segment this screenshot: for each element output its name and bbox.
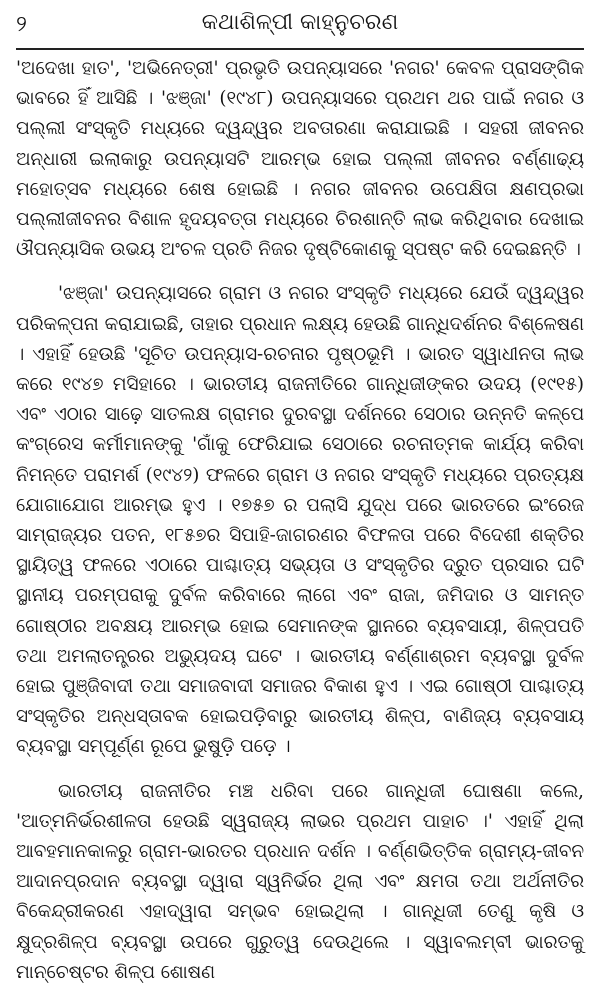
running-title: କଥାଶିଳ୍ପୀ କାହ୍ନୁଚରଣ: [201, 10, 399, 35]
paragraph-2: 'ଝଞ୍ଜା' ଉପନ୍ୟାସରେ ଗ୍ରାମ ଓ ନଗର ସଂସ୍କୃତି ମଧ୍ୟରେ ଯେଉଁ ଦ୍ୱନ୍ଦ୍ୱର ପରିକଳ୍ପନା କରାଯାଇଛି, ତାହାର ପ୍ରଧାନ ଲକ୍ଷ୍ୟ ହେଉଛି ଗାନ୍ଧିଦର୍ଶନର ବିଶ୍ଳେଷଣ । ଏହାହିଁ ହେଉଛି 'ସୂଚିତ ଉପନ୍ୟାସ-ରଚନାର ପୃଷ୍ଠଭୂମି । ଭାରତ ସ୍ୱାଧୀନତା ଲାଭ କରେ ୧୯୪୭ ମସିହାରେ । ଭାରତୀୟ ରାଜନୀତିରେ ଗାନ୍ଧିଜୀଙ୍କର ଉଦୟ (୧୯୧୫) ଏବଂ ଏଠାର ସାଢ଼େ ସାତଲକ୍ଷ ଗ୍ରାମର ଦୁରବସ୍ଥା ଦର୍ଶନରେ ସେଠାର ଉନ୍ନତି କଳ୍ପେ କଂଗ୍ରେସ କର୍ମୀମାନଙ୍କୁ 'ଗାଁକୁ ଫେରିଯାଇ ସେଠାରେ ରଚନାତ୍ମକ କାର୍ଯ୍ୟ କରିବା ନିମନ୍ତେ ପରାମର୍ଶ (୧୯୪୨) ଫଳରେ ଗ୍ରାମ ଓ ନଗର ସଂସ୍କୃତି ମଧ୍ୟରେ ପ୍ରତ୍ୟକ୍ଷ ଯୋଗାଯୋଗ ଆରମ୍ଭ ହୁଏ । ୧୭୫୭ ର ପଲାସି ଯୁଦ୍ଧ ପରେ ଭାରତରେ ଇଂରେଜ ସାମ୍ରାଜ୍ୟର ପତନ, ୧୮୫୭ର ସିପାହି-ଜାଗରଣର ବିଫଳତା ପରେ ବିଦେଶୀ ଶକ୍ତିର ସ୍ଥାୟିତ୍ୱ ଫଳରେ ଏଠାରେ ପାଶ୍ଚାତ୍ୟ ସଭ୍ୟତା ଓ ସଂସ୍କୃତିର ଦ୍ରୁତ ପ୍ରସାର ଘଟି ସ୍ଥାନୀୟ ପରମ୍ପରାକୁ ଦୁର୍ବଳ କରିବାରେ ଲାଗେ ଏବଂ ରାଜା, ଜମିଦାର ଓ ସାମନ୍ତ ଗୋଷ୍ଠୀର ଅବକ୍ଷୟ ଆରମ୍ଭ ହୋଇ ସେମାନଙ୍କ ସ୍ଥାନରେ ବ୍ୟବସାୟୀ, ଶିଳ୍ପପତି ତଥା ଅମଲାତନ୍ତ୍ରର ଅଭ୍ୟୁଦୟ ଘଟେ । ଭାରତୀୟ ବର୍ଣ୍ଣାଶ୍ରମ ବ୍ୟବସ୍ଥା ଦୁର୍ବଳ ହୋଇ ପୁଞ୍ଜିବାଦୀ ତଥା ସମାଜବାଦୀ ସମାଜର ବିକାଶ ହୁଏ । ଏଇ ଗୋଷ୍ଠୀ ପାଶ୍ଚାତ୍ୟ ସଂସ୍କୃତିର ଅନ୍ଧସ୍ତାବକ ହୋଇପଡ଼ିବାରୁ ଭାରତୀୟ ଶିଳ୍ପ, ବାଣିଜ୍ୟ ବ୍ୟବସାୟ ବ୍ୟବସ୍ଥା ସମ୍ପୂର୍ଣ୍ଣ ରୂପେ ଭୁଷୁଡ଼ି ପଡ଼େ ।: [16, 283, 584, 758]
page-header: [16, 6, 584, 46]
page-body: [16, 54, 584, 1002]
paragraph-3: ଭାରତୀୟ ରାଜନୀତିର ମଞ୍ଚ ଧରିବା ପରେ ଗାନ୍ଧିଜୀ ଘୋଷଣା କଲେ, 'ଆତ୍ମନିର୍ଭରଶୀଳତା ହେଉଛି ସ୍ୱରାଜ୍ୟ ଲାଭର ପ୍ରଥମ ପାହାଚ ।' ଏହାହିଁ ଥିଲା ଆବହମାନକାଳରୁ ଗ୍ରାମ-ଭାରତର ପ୍ରଧାନ ଦର୍ଶନ । ବର୍ଣ୍ଣଭିତ୍ତିକ ଗ୍ରାମ୍ୟ-ଜୀବନ ଆଦାନପ୍ରଦାନ ବ୍ୟବସ୍ଥା ଦ୍ୱାରା ସ୍ୱନିର୍ଭର ଥିଲା ଏବଂ କ୍ଷମତା ତଥା ଅର୍ଥନୀତିର ବିକେନ୍ଦ୍ରୀକରଣ ଏହାଦ୍ୱାରା ସମ୍ଭବ ହୋଇଥିଲା । ଗାନ୍ଧିଜୀ ତେଣୁ କୃଷି ଓ କ୍ଷୁଦ୍ରଶିଳ୍ପ ବ୍ୟବସ୍ଥା ଉପରେ ଗୁରୁତ୍ୱ ଦେଉଥିଲେ । ସ୍ୱାବଲମ୍ବୀ ଭାରତକୁ ମାନ୍‌ଚେଷ୍ଟର ଶିଳ୍ପ ଶୋଷଣ: [16, 780, 584, 983]
paragraph-1: 'ଅଦେଖା ହାତ', 'ଅଭିନେତ୍ରୀ' ପ୍ରଭୃତି ଉପନ୍ୟାସରେ 'ନଗର' କେବଳ ପ୍ରାସଙ୍ଗିକ ଭାବରେ ହିଁ ଆସିଛି । 'ଝଞ୍ଜା' (୧୯୪୮) ଉପନ୍ୟାସରେ ପ୍ରଥମ ଥର ପାଇଁ ନଗର ଓ ପଲ୍ଲୀ ସଂସ୍କୃତି ମଧ୍ୟରେ ଦ୍ୱନ୍ଦ୍ୱର ଅବତାରଣା କରାଯାଇଛି । ସହରୀ ଜୀବନର ଅନ୍ଧାରୀ ଇଲାକାରୁ ଉପନ୍ୟାସଟି ଆରମ୍ଭ ହୋଇ ପଲ୍ଲୀ ଜୀବନର ବର୍ଣ୍ଣାଢ୍ୟ ମହୋତ୍ସବ ମଧ୍ୟରେ ଶେଷ ହୋଇଛି । ନଗର ଜୀବନର ଉପେକ୍ଷିତା କ୍ଷଣପ୍ରଭା ପଲ୍ଲୀଜୀବନର ବିଶାଳ ହୃଦୟବତ୍ତା ମଧ୍ୟରେ ଚିରଶାନ୍ତି ଲାଭ କରିଥିବାର ଦେଖାଇ ଔପନ୍ୟାସିକ ଉଭୟ ଅଂଚଳ ପ୍ରତି ନିଜର ଦୃଷ୍ଟିକୋଣକୁ ସ୍ପଷ୍ଟ କରି ଦେଇଛନ୍ତି ।: [16, 58, 584, 261]
header-rule: [16, 48, 584, 50]
page-number: ୨: [16, 12, 27, 37]
